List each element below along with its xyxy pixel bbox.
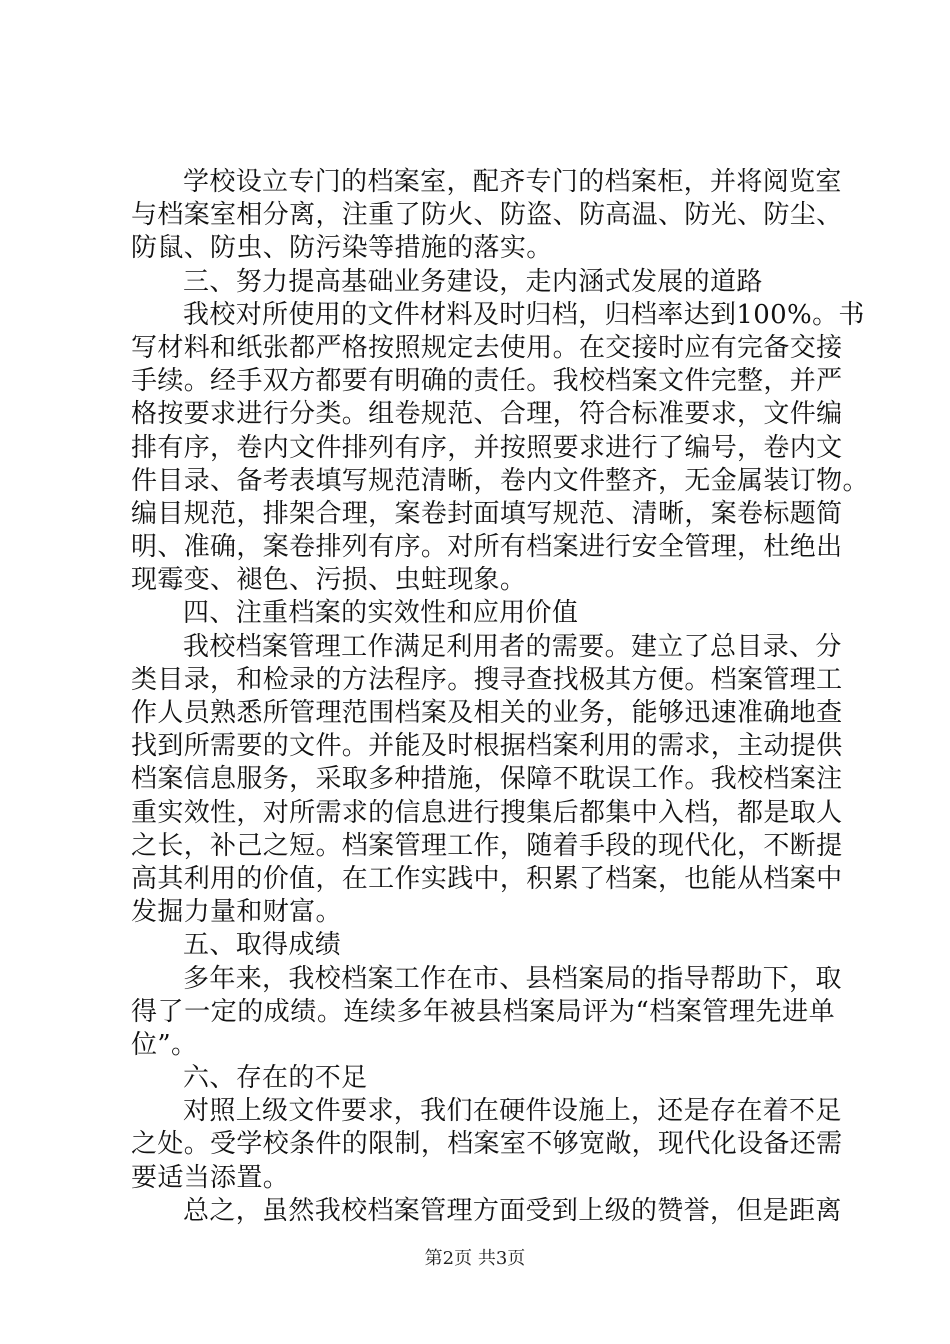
text-line: 编目规范，排架合理，案卷封面填写规范、清晰，案卷标题简 xyxy=(131,498,843,529)
text-line: 现霉变、褪色、污损、虫蛀现象。 xyxy=(131,565,527,596)
text-line: 我校档案管理工作满足利用者的需要。建立了总目录、分 xyxy=(183,631,842,662)
page-footer: 第2页 共3页 xyxy=(424,1248,526,1269)
text-line: 明、准确，案卷排列有序。对所有档案进行安全管理，杜绝出 xyxy=(131,532,843,563)
text-line: 件目录、备考表填写规范清晰，卷内文件整齐，无金属装订物。 xyxy=(131,465,869,496)
text-line: 学校设立专门的档案室，配齐专门的档案柜，并将阅览室 xyxy=(183,167,842,197)
text-line: 防鼠、防虫、防污染等措施的落实。 xyxy=(131,233,553,264)
text-line: 发掘力量和财富。 xyxy=(131,897,342,928)
text-line: 排有序，卷内文件排列有序，并按照要求进行了编号，卷内文 xyxy=(131,432,843,463)
text-line: 格按要求进行分类。组卷规范、合理，符合标准要求，文件编 xyxy=(131,399,843,430)
text-line: 要适当添置。 xyxy=(131,1162,290,1193)
text-line: 高其利用的价值，在工作实践中，积累了档案，也能从档案中 xyxy=(131,863,843,894)
text-line: 之长，补己之短。档案管理工作，随着手段的现代化，不断提 xyxy=(131,830,843,861)
text-line: 总之，虽然我校档案管理方面受到上级的赞誉，但是距离 xyxy=(183,1195,842,1226)
text-line: 对照上级文件要求，我们在硬件设施上，还是存在着不足 xyxy=(183,1096,842,1127)
text-line: 五、取得成绩 xyxy=(183,930,342,961)
text-line: 手续。经手双方都要有明确的责任。我校档案文件完整，并严 xyxy=(131,366,843,397)
text-line: 作人员熟悉所管理范围档案及相关的业务，能够迅速准确地查 xyxy=(131,698,843,728)
text-line: 类目录，和检录的方法程序。搜寻查找极其方便。档案管理工 xyxy=(131,664,843,695)
text-line: 找到所需要的文件。并能及时根据档案利用的需求，主动提供 xyxy=(131,731,843,762)
text-line: 我校对所使用的文件材料及时归档，归档率达到100%。书 xyxy=(183,299,865,330)
text-line: 重实效性，对所需求的信息进行搜集后都集中入档，都是取人 xyxy=(131,797,843,828)
text-line: 之处。受学校条件的限制，档案室不够宽敞，现代化设备还需 xyxy=(131,1129,843,1160)
text-line: 四、注重档案的实效性和应用价值 xyxy=(183,598,579,629)
text-line: 三、努力提高基础业务建设，走内涵式发展的道路 xyxy=(183,266,763,297)
document-body xyxy=(131,166,869,1228)
text-line: 写材料和纸张都严格按照规定去使用。在交接时应有完备交接 xyxy=(131,332,843,363)
text-line: 得了一定的成绩。连续多年被县档案局评为“档案管理先进单 xyxy=(131,996,835,1027)
text-line: 多年来，我校档案工作在市、县档案局的指导帮助下，取 xyxy=(183,963,842,994)
text-line: 位”。 xyxy=(131,1029,198,1060)
text-line: 与档案室相分离，注重了防火、防盗、防高温、防光、防尘、 xyxy=(131,200,843,231)
text-line: 六、存在的不足 xyxy=(183,1063,368,1094)
text-line: 档案信息服务，采取多种措施，保障不耽误工作。我校档案注 xyxy=(131,764,843,795)
